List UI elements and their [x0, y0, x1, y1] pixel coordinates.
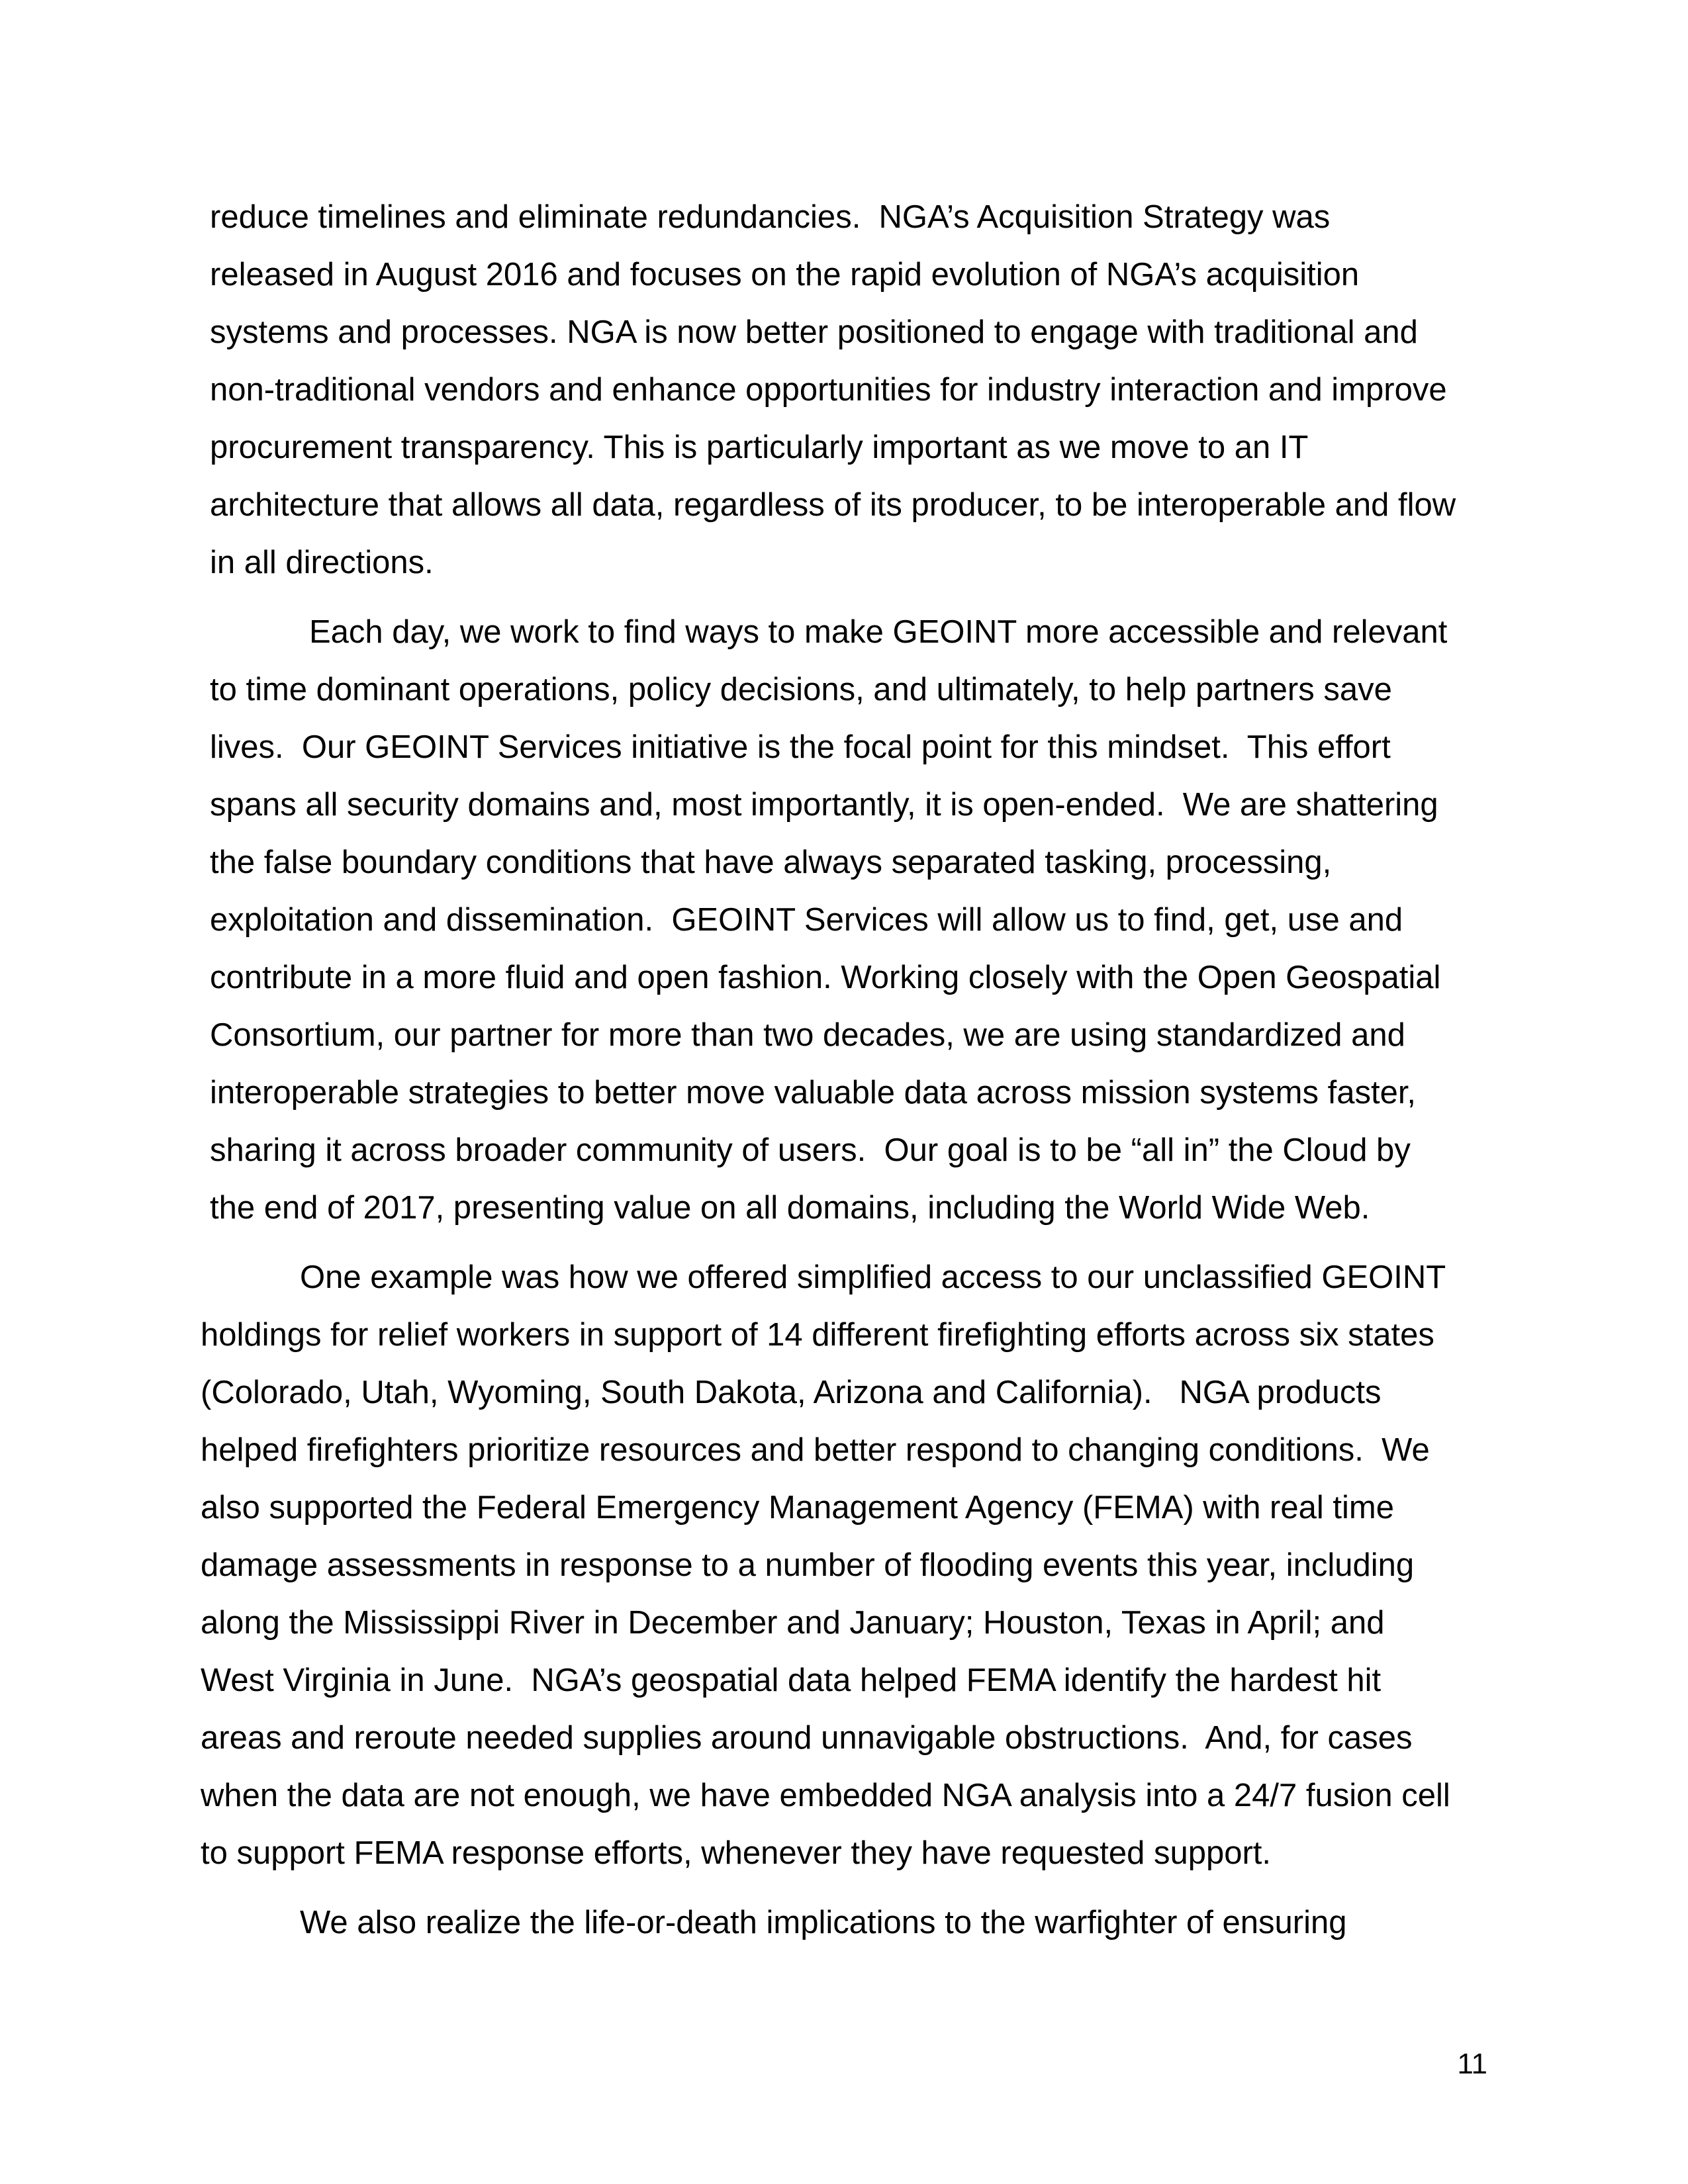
- text-line: architecture that allows all data, regardless of its producer, to be interoperable and flow: [210, 487, 1456, 523]
- text-line: One example was how we offered simplified access to our unclassified GEOINT: [300, 1259, 1446, 1295]
- text-line: damage assessments in response to a number of flooding events this year, including: [201, 1547, 1415, 1583]
- text-line: released in August 2016 and focuses on the rapid evolution of NGA’s acquisition: [210, 257, 1360, 293]
- text-line: contribute in a more fluid and open fashion. Working closely with the Open Geospatial: [210, 960, 1441, 995]
- text-line: non-traditional vendors and enhance opportunities for industry interaction and improve: [210, 372, 1447, 408]
- text-line: West Virginia in June. NGA’s geospatial data helped FEMA identify the hardest hit: [201, 1662, 1382, 1698]
- text-line: Consortium, our partner for more than two decades, we are using standardized and: [210, 1017, 1405, 1053]
- paragraph: [0, 189, 1688, 592]
- text-line: along the Mississippi River in December and January; Houston, Texas in April; and: [201, 1605, 1385, 1641]
- page-number: 11: [1457, 2048, 1487, 2080]
- paragraph: [0, 1249, 1688, 1882]
- text-line: to support FEMA response efforts, whenever they have requested support.: [201, 1835, 1272, 1871]
- text-line: sharing it across broader community of users. Our goal is to be “all in” the Cloud by: [210, 1132, 1411, 1168]
- text-line: spans all security domains and, most importantly, it is open-ended. We are shattering: [210, 787, 1438, 823]
- paragraph: [0, 604, 1688, 1237]
- paragraph: [0, 1894, 1688, 1952]
- text-line: exploitation and dissemination. GEOINT Services will allow us to find, get, use and: [210, 902, 1403, 938]
- text-line: procurement transparency. This is particularly important as we move to an IT: [210, 430, 1309, 465]
- text-line: We also realize the life-or-death implications to the warfighter of ensuring: [300, 1905, 1347, 1940]
- text-line: the false boundary conditions that have always separated tasking, processing,: [210, 844, 1332, 880]
- text-line: reduce timelines and eliminate redundancies. NGA’s Acquisition Strategy was: [210, 199, 1331, 235]
- text-line: systems and processes. NGA is now better positioned to engage with traditional and: [210, 314, 1418, 350]
- text-line: Each day, we work to find ways to make GEOINT more accessible and relevant: [309, 614, 1448, 650]
- text-line: interoperable strategies to better move valuable data across mission systems faster,: [210, 1075, 1417, 1111]
- text-line: lives. Our GEOINT Services initiative is the focal point for this mindset. This effort: [210, 729, 1391, 765]
- text-line: areas and reroute needed supplies around unnavigable obstructions. And, for cases: [201, 1720, 1413, 1756]
- text-line: holdings for relief workers in support of 14 different firefighting efforts across six states: [201, 1317, 1434, 1353]
- text-line: also supported the Federal Emergency Management Agency (FEMA) with real time: [201, 1490, 1394, 1525]
- text-line: helped firefighters prioritize resources and better respond to changing conditions. We: [201, 1432, 1430, 1468]
- text-line: the end of 2017, presenting value on all domains, including the World Wide Web.: [210, 1190, 1370, 1226]
- text-line: in all directions.: [210, 545, 434, 580]
- text-line: to time dominant operations, policy decisions, and ultimately, to help partners save: [210, 672, 1392, 707]
- text-line: when the data are not enough, we have embedded NGA analysis into a 24/7 fusion cell: [201, 1778, 1450, 1813]
- text-line: (Colorado, Utah, Wyoming, South Dakota, Arizona and California). NGA products: [201, 1375, 1382, 1410]
